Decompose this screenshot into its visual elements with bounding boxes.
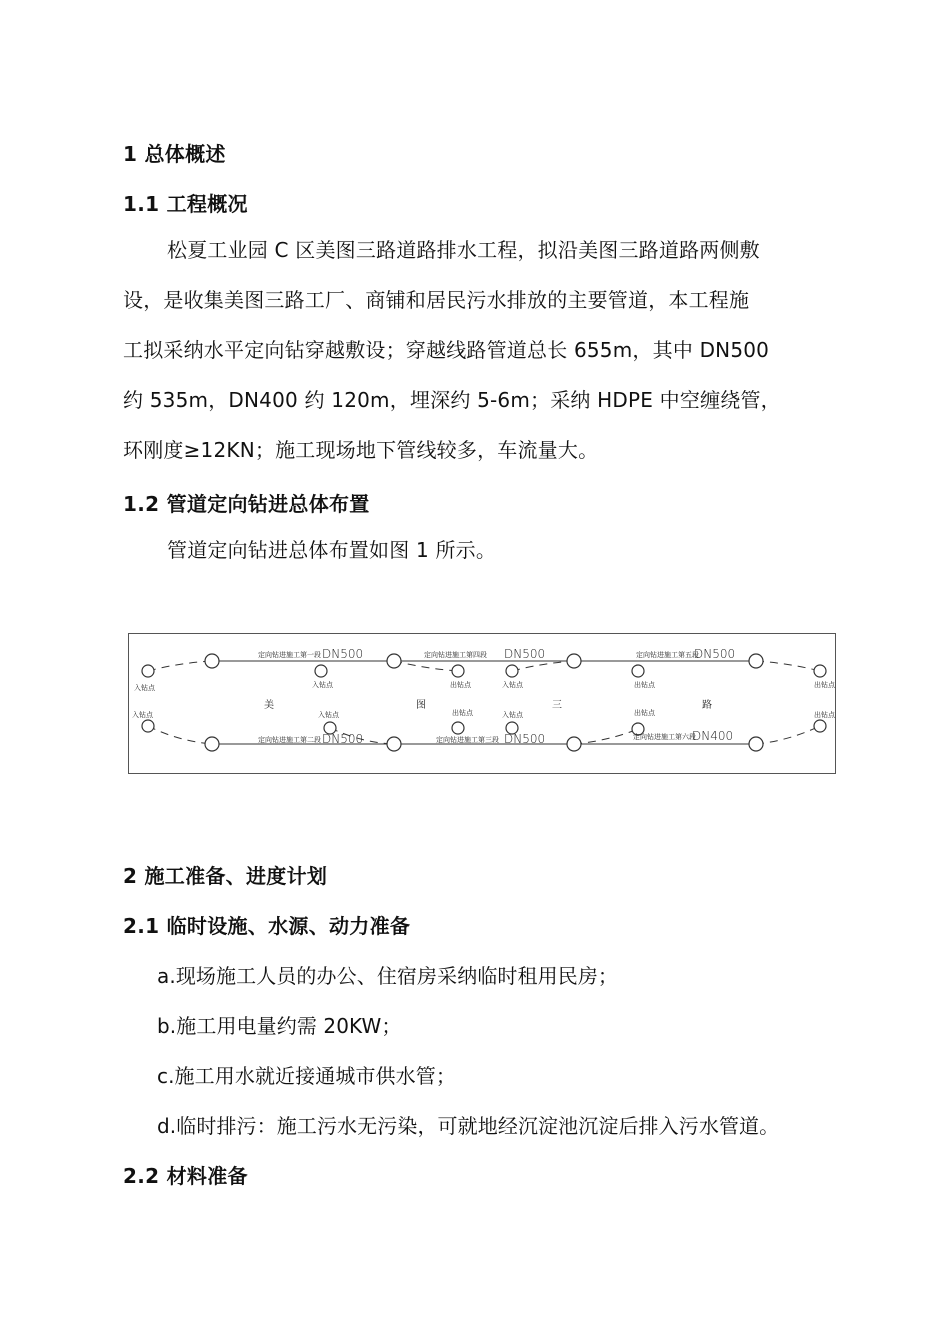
heading-2-1: 2.1 临时设施、水源、动力准备: [123, 914, 411, 938]
paragraph-line: 设，是收集美图三路工厂、商铺和居民污水排放的主要管道，本工程施: [123, 288, 750, 312]
segment-label: 定向钻进施工第一段: [258, 651, 321, 659]
paragraph-layout: 管道定向钻进总体布置如图 1 所示。: [167, 538, 497, 562]
drilling-layout-figure: [128, 633, 836, 774]
list-item: c.施工用水就近接通城市供水管；: [157, 1064, 456, 1088]
pit-marker: [452, 665, 464, 677]
point-label: 入钻点: [132, 711, 153, 719]
heading-1: 1 总体概述: [123, 142, 226, 166]
road-name-char: 路: [702, 700, 712, 711]
point-label: 出钻点: [814, 711, 835, 719]
point-label: 入钻点: [502, 681, 523, 689]
pit-marker: [567, 737, 581, 751]
heading-2-2: 2.2 材料准备: [123, 1164, 248, 1188]
pit-marker: [205, 654, 219, 668]
pit-marker: [814, 665, 826, 677]
list-item: a.现场施工人员的办公、住宿房采纳临时租用民房；: [157, 964, 619, 988]
pit-marker: [749, 654, 763, 668]
point-label: 出钻点: [452, 709, 473, 717]
pit-marker: [205, 737, 219, 751]
point-label: 入钻点: [502, 711, 523, 719]
heading-1-2: 1.2 管道定向钻进总体布置: [123, 492, 370, 516]
point-label: 入钻点: [312, 681, 333, 689]
pipe-diameter-label: DN500: [504, 647, 546, 661]
pit-marker: [387, 654, 401, 668]
point-label: 出钻点: [450, 681, 471, 689]
pit-marker: [567, 654, 581, 668]
heading-2: 2 施工准备、进度计划: [123, 864, 328, 888]
point-label: 入钻点: [318, 711, 339, 719]
segment-label: 定向钻进施工第二段: [258, 736, 321, 744]
pit-marker: [452, 722, 464, 734]
segment-label: 定向钻进施工第三段: [436, 736, 499, 744]
point-label: 出钻点: [634, 709, 655, 717]
pit-marker: [315, 665, 327, 677]
pit-marker: [142, 665, 154, 677]
pit-marker: [387, 737, 401, 751]
list-item: d.临时排污：施工污水无污染，可就地经沉淀池沉淀后排入污水管道。: [157, 1114, 780, 1138]
segment-label: 定向钻进施工第四段: [424, 651, 487, 659]
pit-marker: [814, 720, 826, 732]
road-name-char: 美: [264, 700, 274, 711]
pipe-diameter-label: DN400: [692, 729, 734, 743]
road-name-char: 图: [416, 700, 426, 711]
paragraph-line: 环刚度≥12KN；施工现场地下管线较多，车流量大。: [123, 438, 599, 462]
pit-marker: [749, 737, 763, 751]
point-label: 出钻点: [814, 681, 835, 689]
pipe-diameter-label: DN500: [504, 732, 546, 746]
pipe-diameter-label: DN500: [322, 732, 364, 746]
list-item: b.施工用电量约需 20KW；: [157, 1014, 402, 1038]
point-label: 入钻点: [134, 684, 155, 692]
road-name-char: 三: [552, 700, 562, 711]
segment-label: 定向钻进施工第六段: [633, 733, 696, 741]
paragraph-project-overview: [123, 225, 843, 475]
pit-marker: [632, 665, 644, 677]
heading-1-1: 1.1 工程概况: [123, 192, 248, 216]
pit-marker: [506, 665, 518, 677]
paragraph-line: 松夏工业园 C 区美图三路道路排水工程，拟沿美图三路道路两侧敷: [167, 238, 760, 262]
paragraph-line: 工拟采纳水平定向钻穿越敷设；穿越线路管道总长 655m，其中 DN500: [123, 338, 770, 362]
pit-marker: [142, 720, 154, 732]
point-label: 出钻点: [634, 681, 655, 689]
pipe-diameter-label: DN500: [322, 647, 364, 661]
paragraph-line: 约 535m，DN400 约 120m，埋深约 5-6m；采纳 HDPE 中空缠绕管，: [123, 388, 781, 412]
segment-label: 定向钻进施工第五段: [636, 651, 699, 659]
pipe-diameter-label: DN500: [694, 647, 736, 661]
